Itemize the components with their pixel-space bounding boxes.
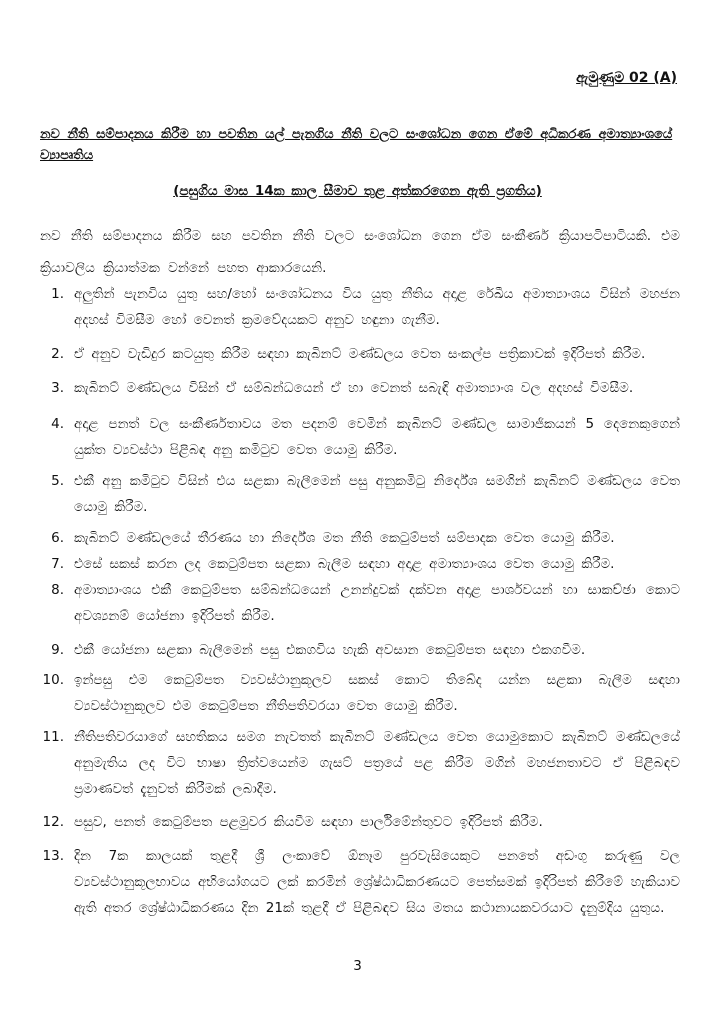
- item-number: 10.: [42, 672, 64, 688]
- item-number: 8.: [51, 582, 64, 598]
- item-text: ඒ අනුව වැඩිදුර කටයුතු කිරීම සඳහා කැබිනට් මණ්ඩලය වෙත සංකල්ප පත්‍රිකාවක් ඉදිරිපත් කිරීම.: [74, 346, 646, 362]
- item-text: දින 7ක කාලයක් තුළදී ශ්‍රී ලංකාවේ ඕනෑම පුරවැසියෙකුට පනතේ අඩංගු කරුණු වල ව්‍යවස්ථානුකූලභාවය අභියෝගයට ලක් කරමින් ශ්‍රේෂ්ඨාධිකරණයට පෙත්සමක් ඉදිරිපත් කිරීමේ හැකියාව ඇති අතර ශ්‍රේෂ්ඨාධිකරණය දින 21ක් තුළදී ඒ පිළිබඳව සිය මතය කථානායකවරයාට දැනුම්දිය යුතුය.: [74, 848, 680, 916]
- item-text: නීතිපතිවරයාගේ සහතිකය සමග නැවතත් කැබිනට් මණ්ඩලය වෙත යොමුකොට කැබිනට් මණ්ඩලයේ අනුමැතිය ලද විට භාෂා ත්‍රිත්වයෙන්ම ගැසට් පත්‍රයේ පළ කිරීම මගින් මහජනතාවට ඒ පිළිබඳව ප්‍රමාණවත් දැනුවත් කිරීමක් ලබාදීම.: [74, 729, 680, 797]
- list-item: [36, 809, 680, 835]
- item-number: 7.: [51, 556, 64, 572]
- item-number: 12.: [42, 814, 64, 830]
- list-item: [36, 577, 680, 629]
- item-text: එකී යෝජනා සළකා බැලීමෙන් පසු එකගවිය හැකි අවසාන කෙටුම්පත සඳහා එකගවීම.: [74, 642, 586, 658]
- item-number: 6.: [51, 530, 64, 546]
- list-item: [36, 341, 680, 367]
- list-item: [36, 281, 680, 333]
- item-text: අදාළ පනත් වල සංකීර්ණතාවය මත පදනම් වෙමින් කැබිනට් මණ්ඩල සාමාජිකයන් 5 දෙනෙකුගෙන් යුක්ත ව්‍යවස්ථා පිළිබඳ අනු කමිටුව වෙත යොමු කිරීම.: [74, 416, 680, 458]
- item-number: 11.: [42, 729, 64, 745]
- item-text: අමාත්‍යාංශය එකී කෙටුම්පත සම්බන්ධයෙන් උනන්දුවක් දක්වන අදාළ පාර්ශවයන් හා සාකච්ඡා කොට අවශ්‍යනම් යෝජනා ඉදිරිපත් කිරීම.: [74, 582, 680, 624]
- list-item: [36, 411, 680, 463]
- item-number: 5.: [51, 473, 64, 489]
- process-steps-list: [36, 281, 680, 921]
- item-text: එකී අනු කමිටුව විසින් එය සළකා බැලීමෙන් පසු අනුකමිටු නිර්දේශ සමගින් කැබිනට් මණ්ඩලය වෙත යොමු කිරීම.: [74, 473, 680, 515]
- page-number: 3: [353, 958, 362, 974]
- item-text: අලුතින් පැනවිය යුතු සහ/හෝ සංශෝධනය විය යුතු නීතිය අදාළ රේඛීය අමාත්‍යාංශය විසින් මහජන අදහස් විමසීම හෝ වෙනත් ක්‍රමවේදයකට අනුව හඳුනා ගැනීම.: [74, 286, 680, 328]
- document-title: නව නීති සම්පාදනය කිරීම හා පවතින යල් පැනගිය නීති වලට සංශෝධන ගෙන ඒමේ අධිකරණ අමාත්‍යාංශයේ ව්‍යාපෘතිය: [40, 127, 673, 163]
- list-item: [36, 375, 680, 401]
- item-text: කැබිනට් මණ්ඩලයේ තීරණය හා නිර්දේශ මත නීති කෙටුම්පත් සම්පාදක වෙත යොමු කිරීම.: [74, 530, 615, 546]
- item-text: පසුව, පනත් කෙටුම්පත පළමුවර කියවීම සඳහා පාර්ලිමේන්තුවට ඉදිරිපත් කිරීම.: [74, 814, 543, 830]
- list-item: [36, 468, 680, 520]
- annex-label: ඇමුණුම 02 (A): [576, 70, 677, 86]
- item-number: 4.: [51, 416, 64, 432]
- item-number: 9.: [51, 642, 64, 658]
- item-number: 13.: [42, 848, 64, 864]
- list-item: [36, 525, 680, 551]
- item-text: එසේ සකස් කරන ලද කෙටුම්පත සළකා බැලීම සඳහා අදාළ අමාත්‍යාංශය වෙත යොමු කිරීම.: [74, 556, 615, 572]
- list-item: [36, 667, 680, 719]
- document-subtitle: (පසුගිය මාස 14ක කාල සීමාව තුළ අත්කරගෙන ඇති ප්‍රගතිය): [173, 183, 542, 199]
- item-text: ඉන්පසු එම කෙටුම්පත ව්‍යවස්ථානුකූලව සකස් කොට තිබේද යන්න සළකා බැලීම සඳහා ව්‍යවස්ථානුකූලව එම කෙටුම්පත නීතිපතිවරයා වෙත යොමු කිරීම.: [74, 672, 680, 714]
- item-text: කැබිනට් මණ්ඩලය විසින් ඒ සම්බන්ධයෙන් ඒ හා වෙනත් සබැඳි අමාත්‍යාංශ වල අදහස් විමසීම.: [74, 380, 634, 396]
- list-item: [36, 724, 680, 802]
- list-item: [36, 551, 680, 577]
- intro-paragraph: නව නීති සම්පාදනය කිරීම සහ පවතින නීති වලට සංශෝධන ගෙන ඒම සංකීර්ණ ක්‍රියාපටිපාටියකි. එම ක්‍රියාවලිය ක්‍රියාත්මක වන්නේ පහත ආකාරයෙනි.: [40, 228, 680, 276]
- item-number: 3.: [51, 380, 64, 396]
- list-item: [36, 843, 680, 921]
- list-item: [36, 637, 680, 663]
- item-number: 1.: [51, 286, 64, 302]
- item-number: 2.: [51, 346, 64, 362]
